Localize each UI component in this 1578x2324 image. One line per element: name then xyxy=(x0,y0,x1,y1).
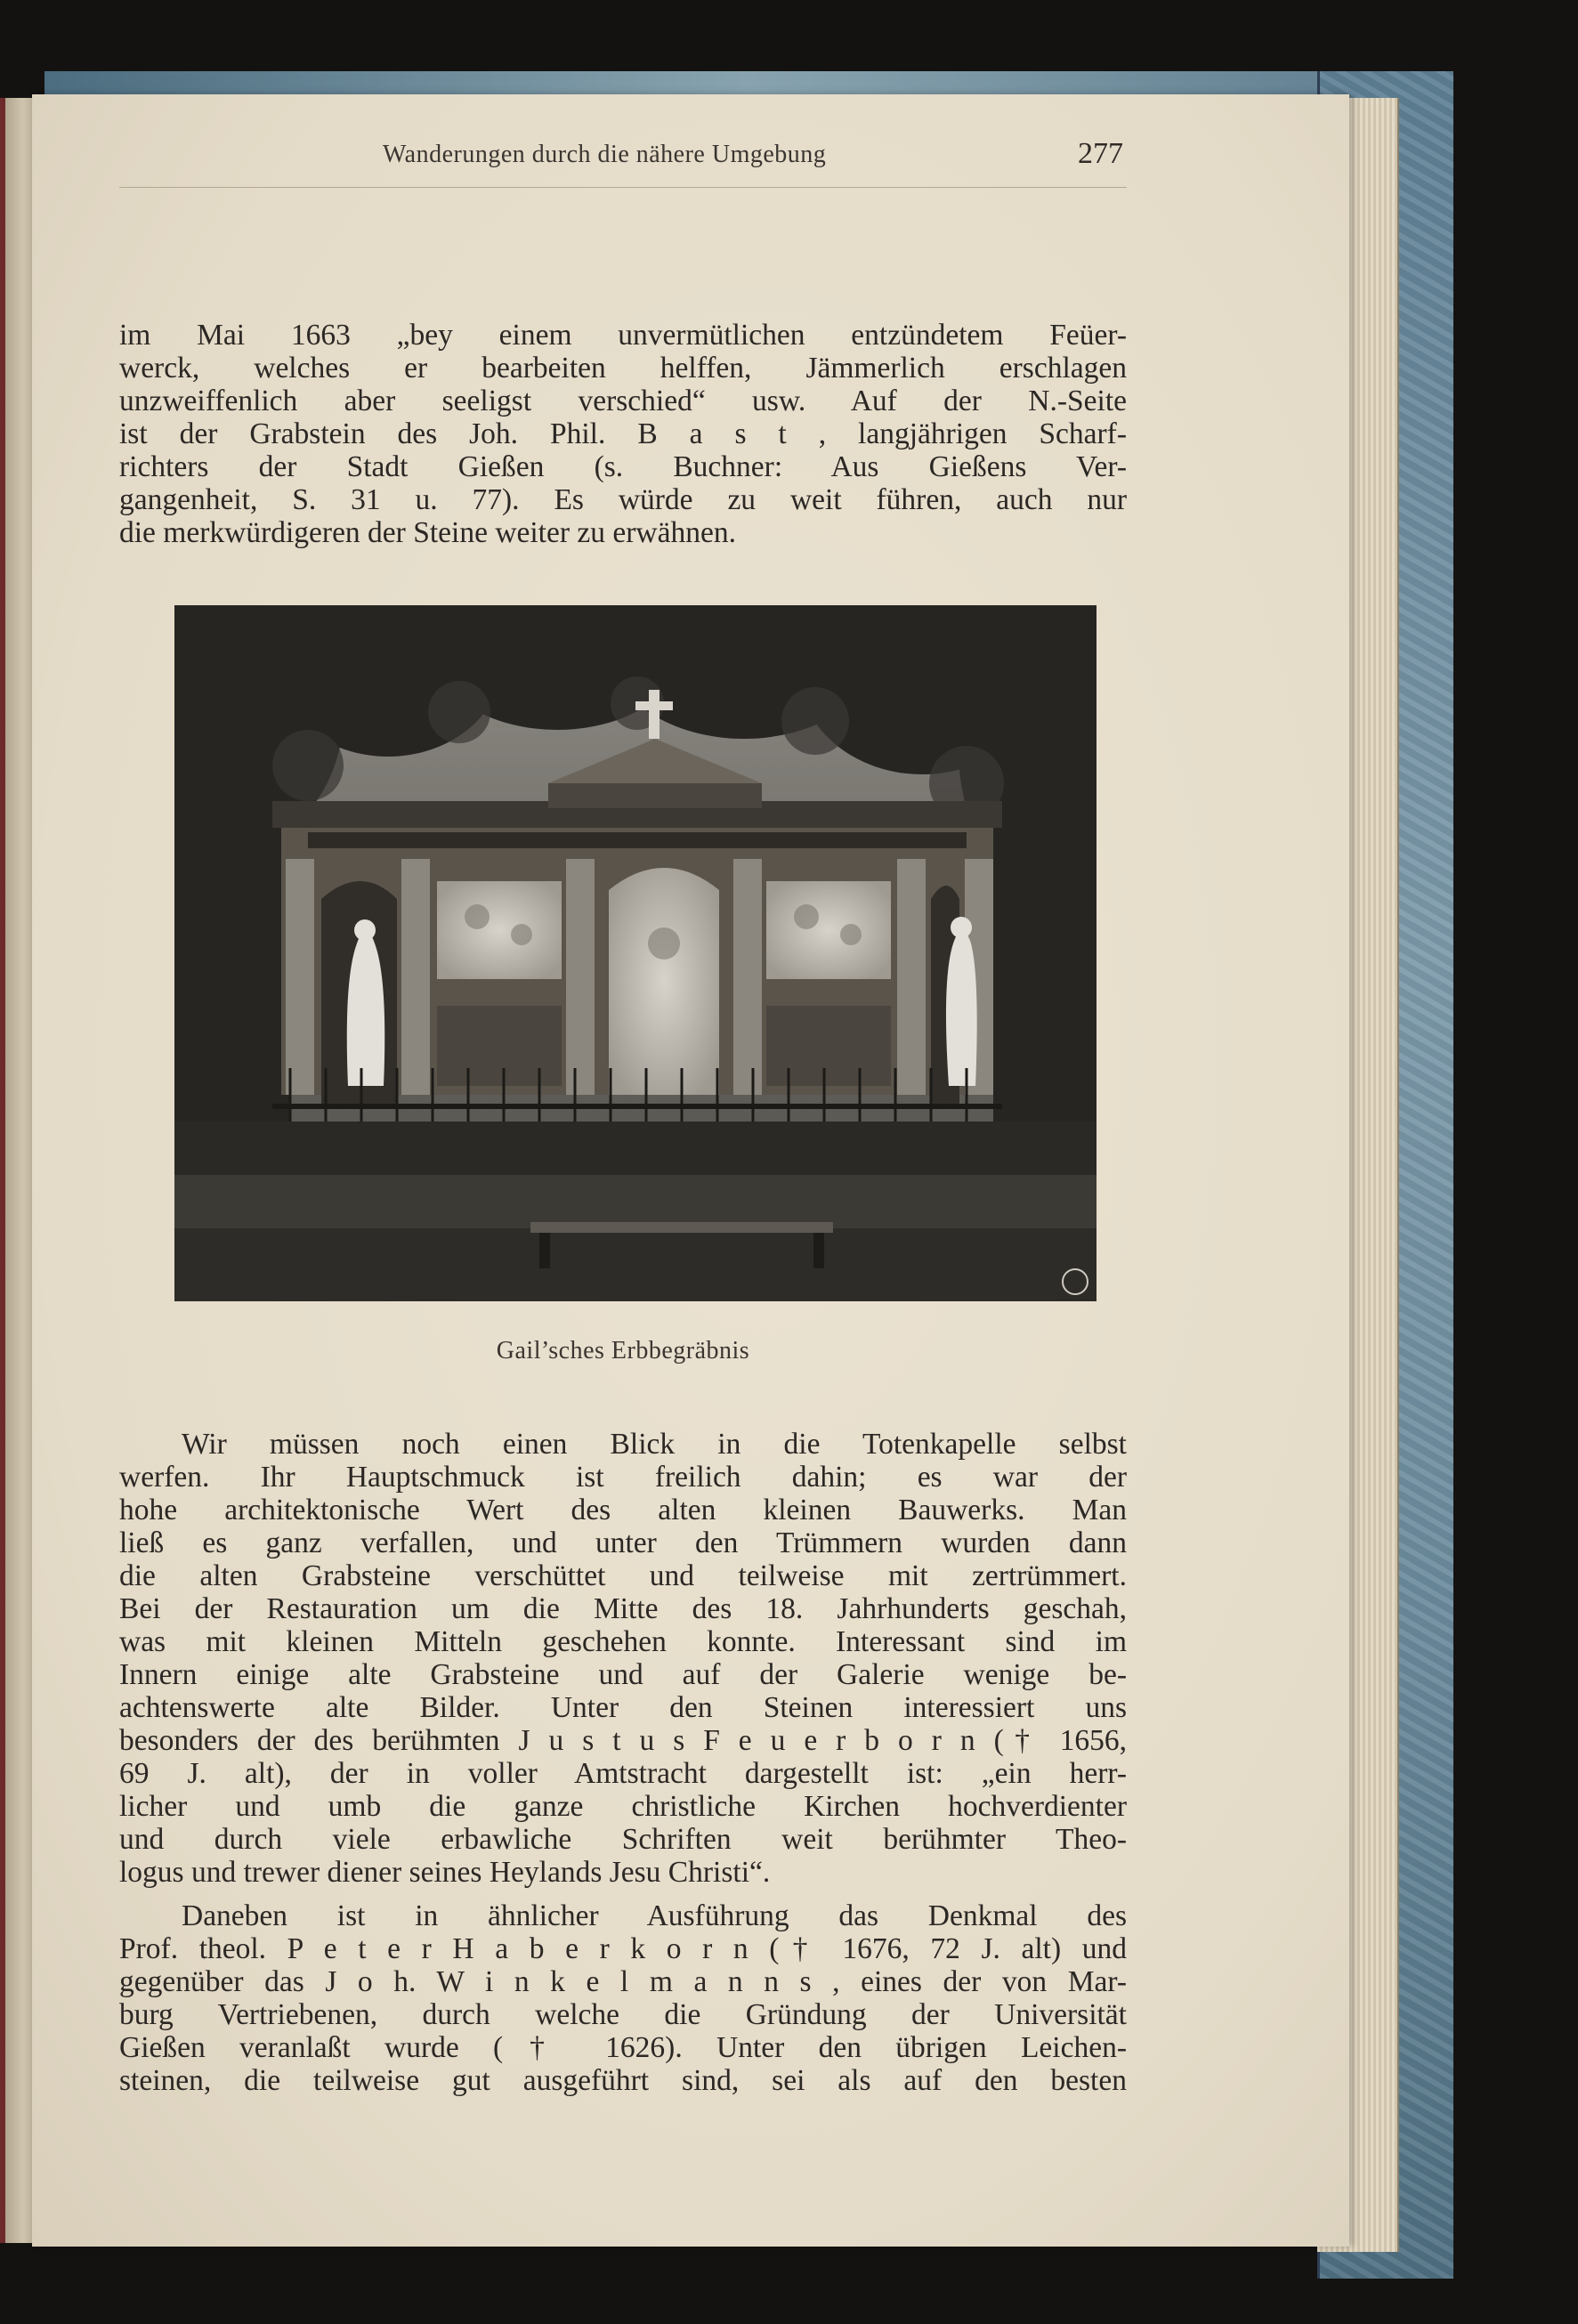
text-line: ist der Grabstein des Joh. Phil. B a s t , langjährigen Scharf- xyxy=(119,417,1127,450)
text-line: richters der Stadt Gießen (s. Buchner: Aus Gießens Ver- xyxy=(119,450,1127,483)
paragraph-1 xyxy=(119,319,1127,549)
text-line: achtenswerte alte Bilder. Unter den Steinen interessiert uns xyxy=(119,1691,1127,1724)
paragraph-3 xyxy=(119,1899,1127,2097)
text-line: besonders der des berühmten J u s t u s F e u e r b o r n († 1656, xyxy=(119,1724,1127,1757)
text-line: steinen, die teilweise gut ausgeführt sind, sei als auf den besten xyxy=(119,2064,1127,2097)
text-line: licher und umb die ganze christliche Kirchen hochverdienter xyxy=(119,1790,1127,1823)
text-line: burg Vertriebenen, durch welche die Gründung der Universität xyxy=(119,1998,1127,2031)
running-head: Wanderungen durch die nähere Umgebung xyxy=(383,141,827,168)
left-page-binding xyxy=(0,98,5,2243)
text-line: Innern einige alte Grabsteine und auf der Galerie wenige be- xyxy=(119,1658,1127,1691)
text-line: gangenheit, S. 31 u. 77). Es würde zu weit führen, auch nur xyxy=(119,483,1127,516)
text-line: 69 J. alt), der in voller Amtstracht dargestellt ist: „ein herr- xyxy=(119,1757,1127,1790)
text-line: Prof. theol. P e t e r H a b e r k o r n († 1676, 72 J. alt) und xyxy=(119,1932,1127,1965)
text-line: gegenüber das J o h. W i n k e l m a n n s , eines der von Mar- xyxy=(119,1965,1127,1998)
text-line: werfen. Ihr Hauptschmuck ist freilich dahin; es war der xyxy=(119,1461,1127,1494)
text-line: hohe architektonische Wert des alten kleinen Bauwerks. Man xyxy=(119,1494,1127,1526)
text-line: Daneben ist in ähnlicher Ausführung das Denkmal des xyxy=(182,1899,1127,1932)
text-line: und durch viele erbawliche Schriften weit berühmter Theo- xyxy=(119,1823,1127,1856)
text-line: werck, welches er bearbeiten helffen, Jämmerlich erschlagen xyxy=(119,352,1127,385)
text-line: im Mai 1663 „bey einem unvermütlichen entzündetem Feüer- xyxy=(119,319,1127,352)
text-line: Wir müssen noch einen Blick in die Totenkapelle selbst xyxy=(182,1428,1127,1461)
text-line: ließ es ganz verfallen, und unter den Trümmern wurden dann xyxy=(119,1526,1127,1559)
text-line: logus und trewer diener seines Heylands Jesu Christi“. xyxy=(119,1856,771,1889)
figure-caption: Gail’sches Erbbegräbnis xyxy=(496,1337,750,1364)
paragraph-2 xyxy=(119,1428,1127,1889)
page-number: 277 xyxy=(1078,137,1123,170)
text-line: was mit kleinen Mitteln geschehen konnte. Interessant sind im xyxy=(119,1625,1127,1658)
text-line: Bei der Restauration um die Mitte des 18. Jahrhunderts geschah, xyxy=(119,1592,1127,1625)
page-header xyxy=(119,134,1127,188)
text-line: die merkwürdigeren der Steine weiter zu erwähnen. xyxy=(119,516,736,549)
text-line: Gießen veranlaßt wurde († 1626). Unter den übrigen Leichen- xyxy=(119,2031,1127,2064)
photo-gail-family-tomb xyxy=(174,605,1097,1301)
text-line: unzweiffenlich aber seeligst verschied“ usw. Auf der N.-Seite xyxy=(119,385,1127,417)
text-line: die alten Grabsteine verschüttet und teilweise mit zertrümmert. xyxy=(119,1559,1127,1592)
